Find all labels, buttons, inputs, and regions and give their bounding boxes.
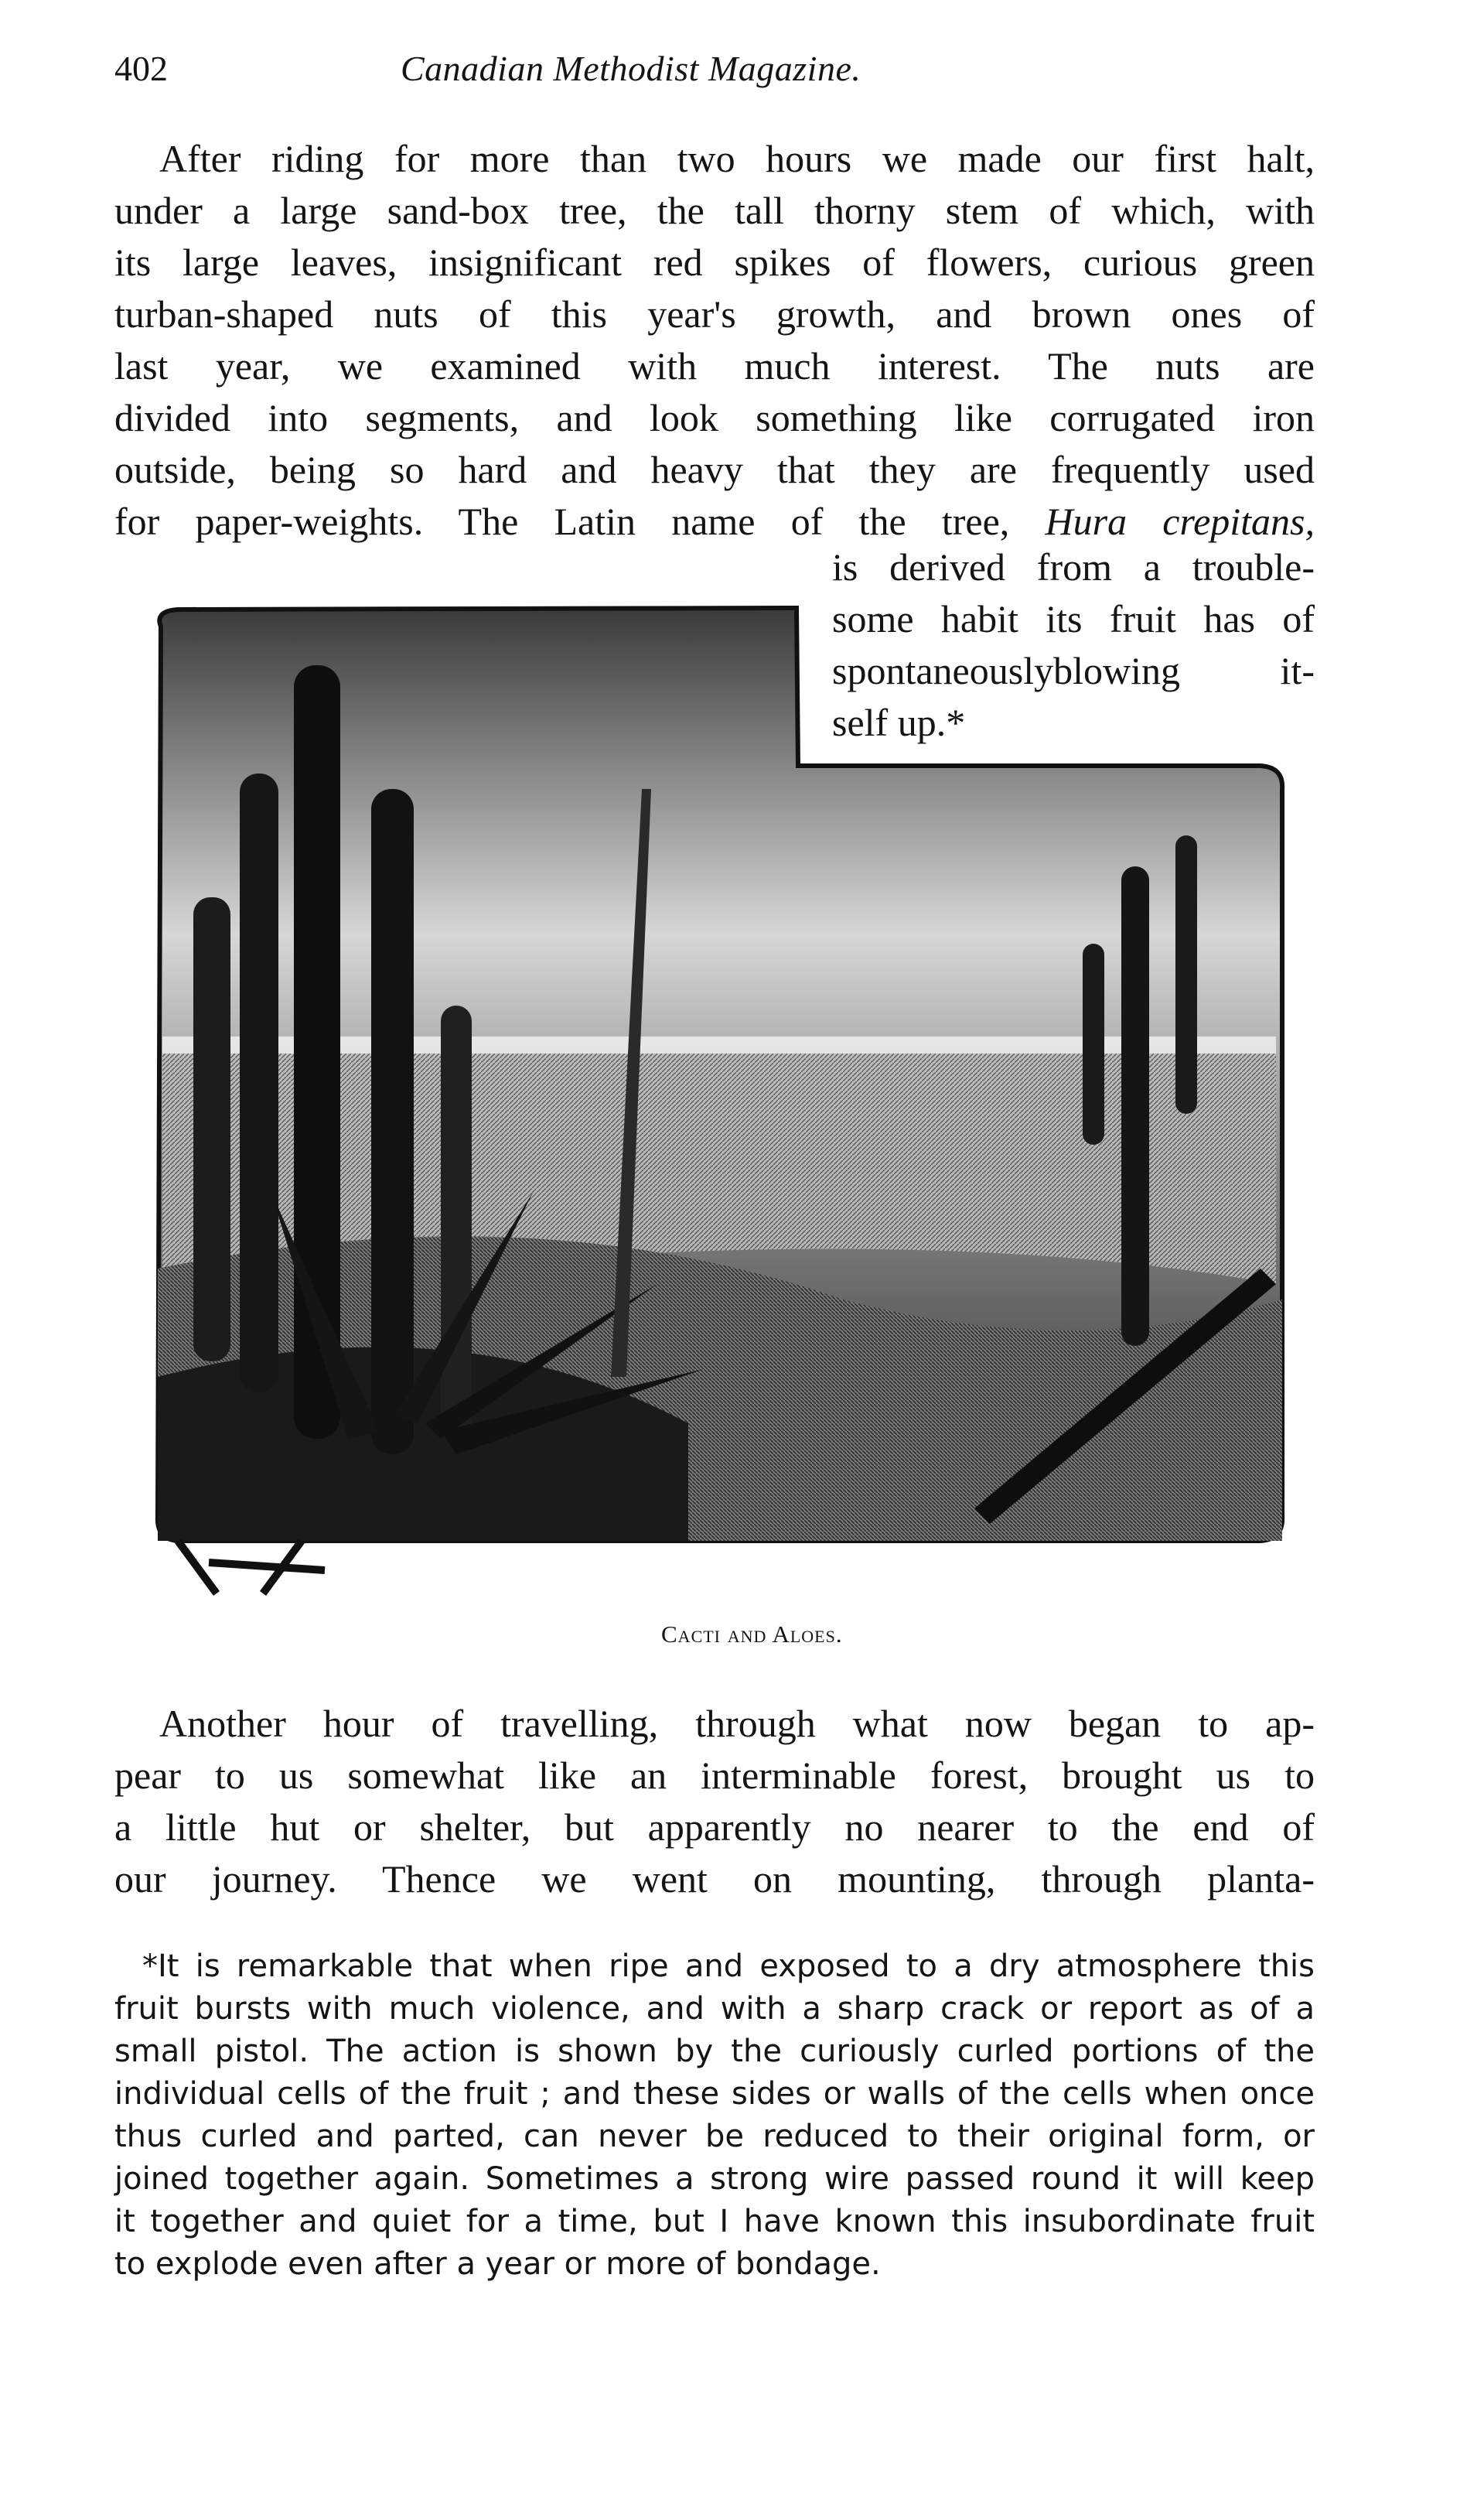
paragraph-2 <box>114 1698 1315 1905</box>
footnote-line: *It is remarkable that when ripe and exposed to a dry atmosphere this <box>142 1948 1315 1984</box>
running-title: Canadian Methodist Magazine. <box>401 49 861 88</box>
page-header <box>114 48 1315 110</box>
wrap-line: spontaneouslyblowing it- <box>832 649 1315 692</box>
cacti-engraving <box>147 603 1291 1601</box>
footnote <box>114 1945 1315 2286</box>
footnote-line: to explode even after a year or more of bondage. <box>114 2246 881 2282</box>
footnote-line: it together and quiet for a time, but I have known this insubordinate fruit <box>114 2204 1315 2239</box>
engraving-image <box>147 603 1291 1601</box>
latin-name: Hura crepitans, <box>1045 500 1315 543</box>
footnote-line: individual cells of the fruit ; and these sides or walls of the cells when once <box>114 2076 1315 2112</box>
paragraph-line: pear to us somewhat like an interminable forest, brought us to <box>114 1754 1315 1797</box>
paragraph-line: last year, we examined with much interest. The nuts are <box>114 344 1315 388</box>
wrap-line: self up.* <box>832 701 966 744</box>
paragraph-1 <box>114 133 1315 548</box>
paragraph-line-text: for paper-weights. The Latin name of the tree, <box>114 500 1010 543</box>
paragraph-line: under a large sand-box tree, the tall thorny stem of which, with <box>114 189 1315 232</box>
wrap-line: is derived from a trouble- <box>832 545 1315 589</box>
paragraph-line: turban-shaped nuts of this year's growth, and brown ones of <box>114 292 1315 336</box>
footnote-line: small pistol. The action is shown by the curiously curled portions of the <box>114 2034 1315 2069</box>
paragraph-line: After riding for more than two hours we made our first halt, <box>159 137 1315 180</box>
footnote-line: joined together again. Sometimes a strong wire passed round it will keep <box>114 2161 1315 2197</box>
wrap-line: some habit its fruit has of <box>832 597 1315 640</box>
footnote-line: fruit bursts with much violence, and with a sharp crack or report as of a <box>114 1991 1315 2027</box>
paragraph-line: a little hut or shelter, but apparently no nearer to the end of <box>114 1805 1315 1849</box>
paragraph-line: divided into segments, and look something like corrugated iron <box>114 396 1315 439</box>
paragraph-line: outside, being so hard and heavy that they are frequently used <box>114 448 1315 491</box>
paragraph-line: Another hour of travelling, through what now began to ap- <box>159 1702 1315 1745</box>
page-number: 402 <box>114 49 168 88</box>
paragraph-line-latin <box>114 496 1315 548</box>
footnote-line: thus curled and parted, can never be reduced to their original form, or <box>114 2119 1315 2154</box>
paragraph-line: its large leaves, insignificant red spikes of flowers, curious green <box>114 241 1315 284</box>
illustration-caption: Cacti and Aloes. <box>661 1621 843 1648</box>
paragraph-line: our journey. Thence we went on mounting, through planta- <box>114 1857 1315 1901</box>
